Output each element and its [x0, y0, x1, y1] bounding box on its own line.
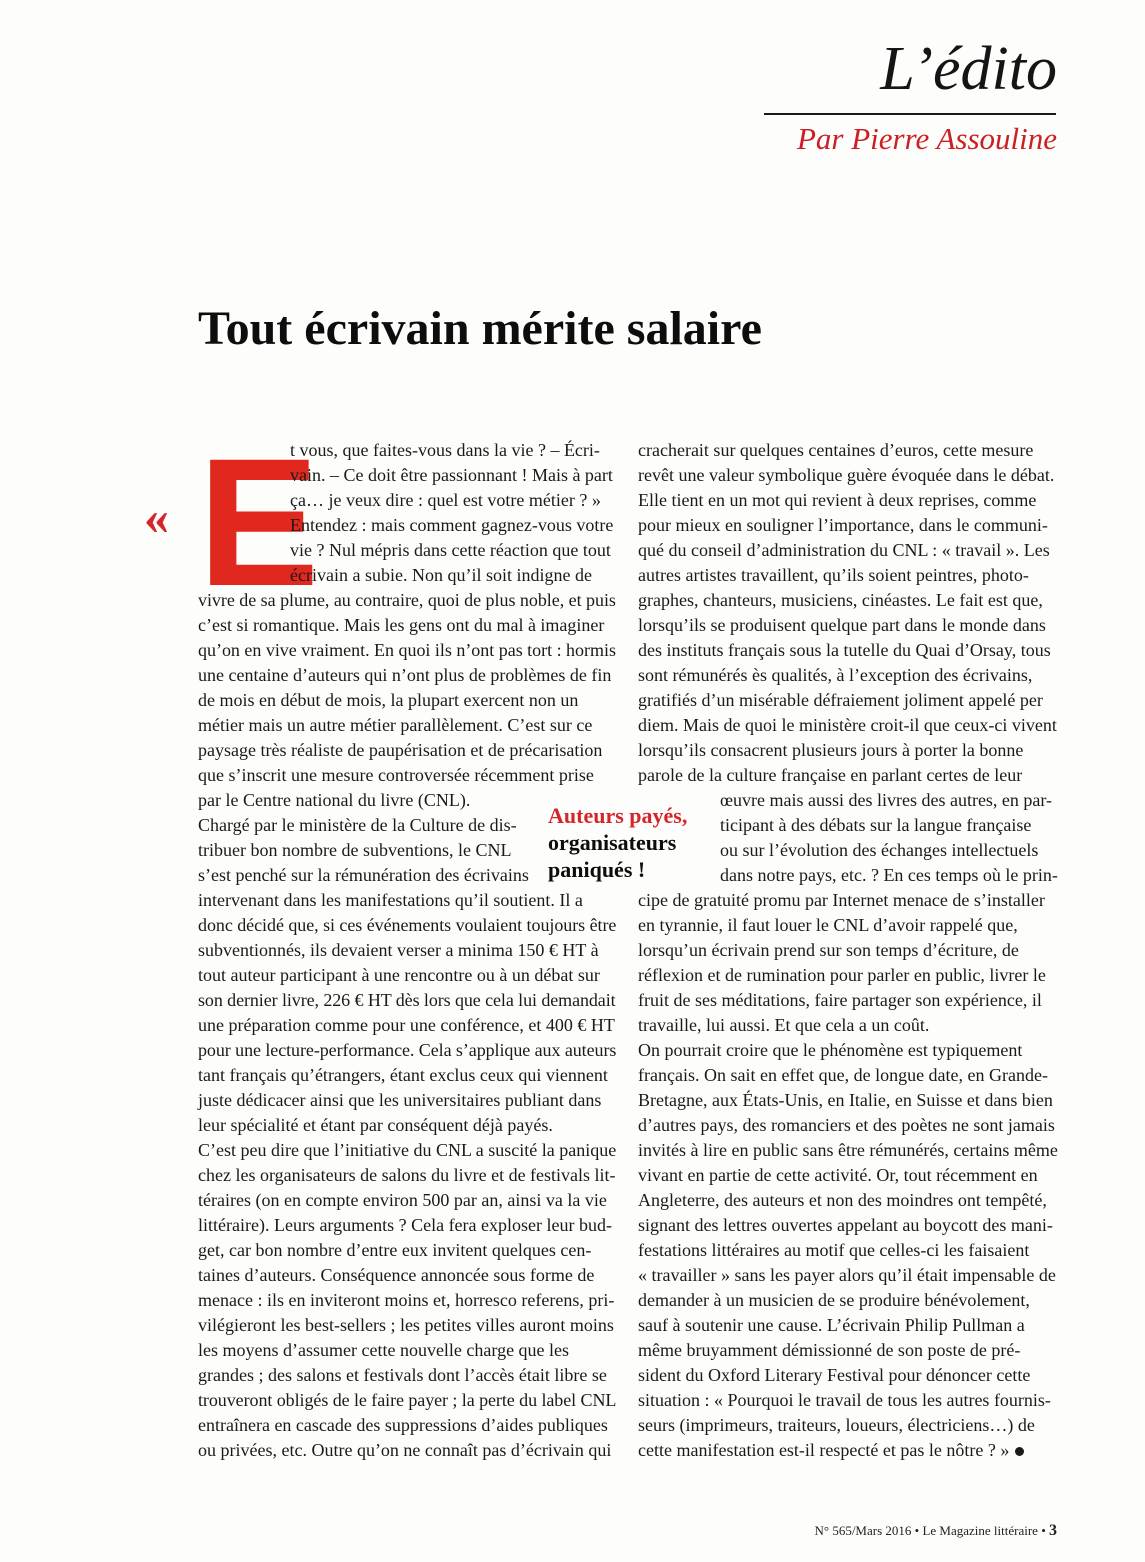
- body-text-line: cracherait sur quelques centaines d’euros, cette mesure: [638, 440, 1034, 460]
- body-text-line: une préparation comme pour une conférence, et 400 € HT: [198, 1015, 615, 1035]
- body-text-line: c’est si romantique. Mais les gens ont du mal à imaginer: [198, 615, 605, 635]
- body-text-line: dans notre pays, etc. ? En ces temps où le prin-: [720, 865, 1058, 885]
- body-text-line: tribuer bon nombre de subventions, le CNL: [198, 840, 512, 860]
- body-text-line: écrivain a subie. Non qu’il soit indigne de: [290, 565, 592, 585]
- pull-quote-line: paniqués !: [548, 857, 646, 882]
- body-text-line: vie ? Nul mépris dans cette réaction que tout: [290, 540, 611, 560]
- body-text-line: Chargé par le ministère de la Culture de dis-: [198, 815, 517, 835]
- body-text-line: des instituts français sous la tutelle du Quai d’Orsay, tous: [638, 640, 1051, 660]
- body-text-line: par le Centre national du livre (CNL).: [198, 790, 471, 810]
- body-text-line: son dernier livre, 226 € HT dès lors que cela lui demandait: [198, 990, 616, 1010]
- body-text-line: ou privées, etc. Outre qu’on ne connaît pas d’écrivain qui: [198, 1440, 612, 1460]
- pull-quote: [548, 802, 708, 883]
- body-text-line: d’autres pays, des romanciers et des poètes ne sont jamais: [638, 1115, 1055, 1135]
- quote-mark: «: [144, 489, 169, 545]
- body-text-line: taines d’auteurs. Conséquence annoncée sous forme de: [198, 1265, 595, 1285]
- body-text-line: get, car bon nombre d’entre eux invitent quelques cen-: [198, 1240, 592, 1260]
- body-text-line: lorsqu’un écrivain prend sur son temps d’écriture, de: [638, 940, 1019, 960]
- column-right: [638, 438, 1058, 1463]
- section-title: L’édito: [880, 35, 1057, 103]
- page-number: 3: [1049, 1522, 1057, 1539]
- body-text-line: gratifiés d’un misérable défraiement joliment appelé per: [638, 690, 1043, 710]
- body-text-line: pour mieux en souligner l’importance, dans le communi-: [638, 515, 1048, 535]
- body-text-line: invités à lire en public sans être rémunérés, certains même: [638, 1140, 1058, 1160]
- body-text-line: ticipant à des débats sur la langue française: [720, 815, 1032, 835]
- body-text-line: travaille, lui aussi. Et que cela a un coût.: [638, 1015, 930, 1035]
- issue-info: N° 565/Mars 2016 • Le Magazine littéraire •: [814, 1523, 1046, 1538]
- byline: Par Pierre Assouline: [796, 121, 1057, 156]
- body-text-line: téraires (on en compte environ 500 par an, ainsi va la vie: [198, 1190, 607, 1210]
- body-text-line: subventionnés, ils devaient verser a minima 150 € HT à: [198, 940, 599, 960]
- body-text-line: qu’on en vive vraiment. En quoi ils n’ont pas tort : hormis: [198, 640, 616, 660]
- pull-quote-line: Auteurs payés,: [548, 803, 688, 828]
- body-text-line: ça… je veux dire : quel est votre métier ? »: [290, 490, 601, 510]
- body-text-line: Angleterre, des auteurs et non des moindres ont tempêté,: [638, 1190, 1047, 1210]
- body-text-line: qué du conseil d’administration du CNL : « travail ». Les: [638, 540, 1050, 560]
- body-text-line: cette manifestation est-il respecté et pas le nôtre ? »: [638, 1438, 1058, 1463]
- body-text-line: chez les organisateurs de salons du livre et de festivals lit-: [198, 1165, 616, 1185]
- body-text-line: les moyens d’assumer cette nouvelle charge que les: [198, 1340, 570, 1360]
- body-text-line: lorsqu’ils se produisent quelque part dans le monde dans: [638, 615, 1046, 635]
- body-text-line: sont rémunérés ès qualités, à l’exception des écrivains,: [638, 665, 1033, 685]
- body-text-line: seurs (imprimeurs, traiteurs, loueurs, électriciens…) de: [638, 1415, 1035, 1435]
- body-text-line: leur spécialité et étant par conséquent déjà payés.: [198, 1115, 553, 1135]
- body-text-line: lorsqu’ils consacrent plusieurs jours à porter la bonne: [638, 740, 1024, 760]
- column-left: [198, 438, 616, 1463]
- body-text-line: t vous, que faites-vous dans la vie ? – Écri-: [290, 440, 600, 460]
- body-text-line: Elle tient en un mot qui revient à deux reprises, comme: [638, 490, 1037, 510]
- body-text-line: français. On sait en effet que, de longue date, en Grande-: [638, 1065, 1048, 1085]
- body-text-line: grandes ; des salons et festivals dont l’accès était libre se: [198, 1365, 607, 1385]
- body-text-line: réflexion et de rumination pour parler en public, livrer le: [638, 965, 1046, 985]
- body-text-line: signant des lettres ouvertes appelant au boycott des mani-: [638, 1215, 1053, 1235]
- body-text-line: une centaine d’auteurs qui n’ont plus de problèmes de fin: [198, 665, 612, 685]
- body-text-line: C’est peu dire que l’initiative du CNL a suscité la panique: [198, 1140, 617, 1160]
- body-text-line: fruit de ses méditations, faire partager son expérience, il: [638, 990, 1042, 1010]
- body-text-line: demander à un musicien de se produire bénévolement,: [638, 1290, 1030, 1310]
- body-text-line: graphes, chanteurs, musiciens, cinéastes. Le fait est que,: [638, 590, 1043, 610]
- body-text-line: Bretagne, aux États-Unis, en Italie, en Suisse et dans bien: [638, 1090, 1053, 1110]
- headline: Tout écrivain mérite salaire: [198, 302, 762, 355]
- body-text-line: ou sur l’évolution des échanges intellectuels: [720, 840, 1039, 860]
- body-text-line: vain. – Ce doit être passionnant ! Mais à part: [290, 465, 613, 485]
- body-text-line: Entendez : mais comment gagnez-vous votre: [290, 515, 614, 535]
- body-text-line: cipe de gratuité promu par Internet menace de s’installer: [638, 890, 1045, 910]
- body-text-line: pour une lecture-performance. Cela s’applique aux auteurs: [198, 1040, 617, 1060]
- body-text-line: sauf à soutenir une cause. L’écrivain Philip Pullman a: [638, 1315, 1025, 1335]
- header-rule: [764, 113, 1056, 115]
- footer: [814, 1521, 1057, 1540]
- body-text-line: vilégieront les best-sellers ; les petites villes auront moins: [198, 1315, 614, 1335]
- pull-quote-line: organisateurs: [548, 830, 677, 855]
- body-text-line: tant français qu’étrangers, étant exclus ceux qui viennent: [198, 1065, 608, 1085]
- body-text-line: autres artistes travaillent, qu’ils soient peintres, photo-: [638, 565, 1029, 585]
- body-text-line: vivant en partie de cette activité. Or, tout récemment en: [638, 1165, 1038, 1185]
- body-text-line: sident du Oxford Literary Festival pour dénoncer cette: [638, 1365, 1031, 1385]
- end-mark-icon: [1015, 1447, 1024, 1456]
- body-text-line: juste dédicacer ainsi que les universitaires publiant dans: [198, 1090, 602, 1110]
- body-text-line: intervenant dans les manifestations qu’il soutient. Il a: [198, 890, 583, 910]
- body-text-line: littéraire). Leurs arguments ? Cela fera exploser leur bud-: [198, 1215, 612, 1235]
- body-text-line: métier mais un autre métier parallèlement. C’est sur ce: [198, 715, 593, 735]
- body-text-line: situation : « Pourquoi le travail de tous les autres fournis-: [638, 1390, 1051, 1410]
- body-text-line: donc décidé que, si ces événements voulaient toujours être: [198, 915, 617, 935]
- body-text-line: tout auteur participant à une rencontre ou à un débat sur: [198, 965, 600, 985]
- body-text-line: On pourrait croire que le phénomène est typiquement: [638, 1040, 1023, 1060]
- body-text-line: vivre de sa plume, au contraire, quoi de plus noble, et puis: [198, 590, 616, 610]
- body-text-line: entraînera en cascade des suppressions d’aides publiques: [198, 1415, 608, 1435]
- body-text-line: s’est penché sur la rémunération des écrivains: [198, 865, 529, 885]
- drop-cap: E: [198, 420, 320, 624]
- body-text-line: trouveront obligés de le faire payer ; la perte du label CNL: [198, 1390, 617, 1410]
- body-text-line: de mois en début de mois, la plupart exercent non un: [198, 690, 579, 710]
- body-text-line: diem. Mais de quoi le ministère croit-il que ceux-ci vivent: [638, 715, 1057, 735]
- body-text-line: festations littéraires au motif que celles-ci les faisaient: [638, 1240, 1030, 1260]
- body-text-line: paysage très réaliste de paupérisation et de précarisation: [198, 740, 603, 760]
- body-text-line: œuvre mais aussi des livres des autres, en par-: [720, 790, 1053, 810]
- body-text-line: revêt une valeur symbolique guère évoquée dans le débat.: [638, 465, 1055, 485]
- body-text-line: en tyrannie, il faut louer le CNL d’avoir rappelé que,: [638, 915, 1018, 935]
- body-text-line: parole de la culture française en parlant certes de leur: [638, 765, 1023, 785]
- body-text-line: même bruyamment démissionné de son poste de pré-: [638, 1340, 1021, 1360]
- body-text-line: « travailler » sans les payer alors qu’il était impensable de: [638, 1265, 1056, 1285]
- body-text-line: menace : ils en inviteront moins et, horresco referens, pri-: [198, 1290, 615, 1310]
- body-text-line: que s’inscrit une mesure controversée récemment prise: [198, 765, 594, 785]
